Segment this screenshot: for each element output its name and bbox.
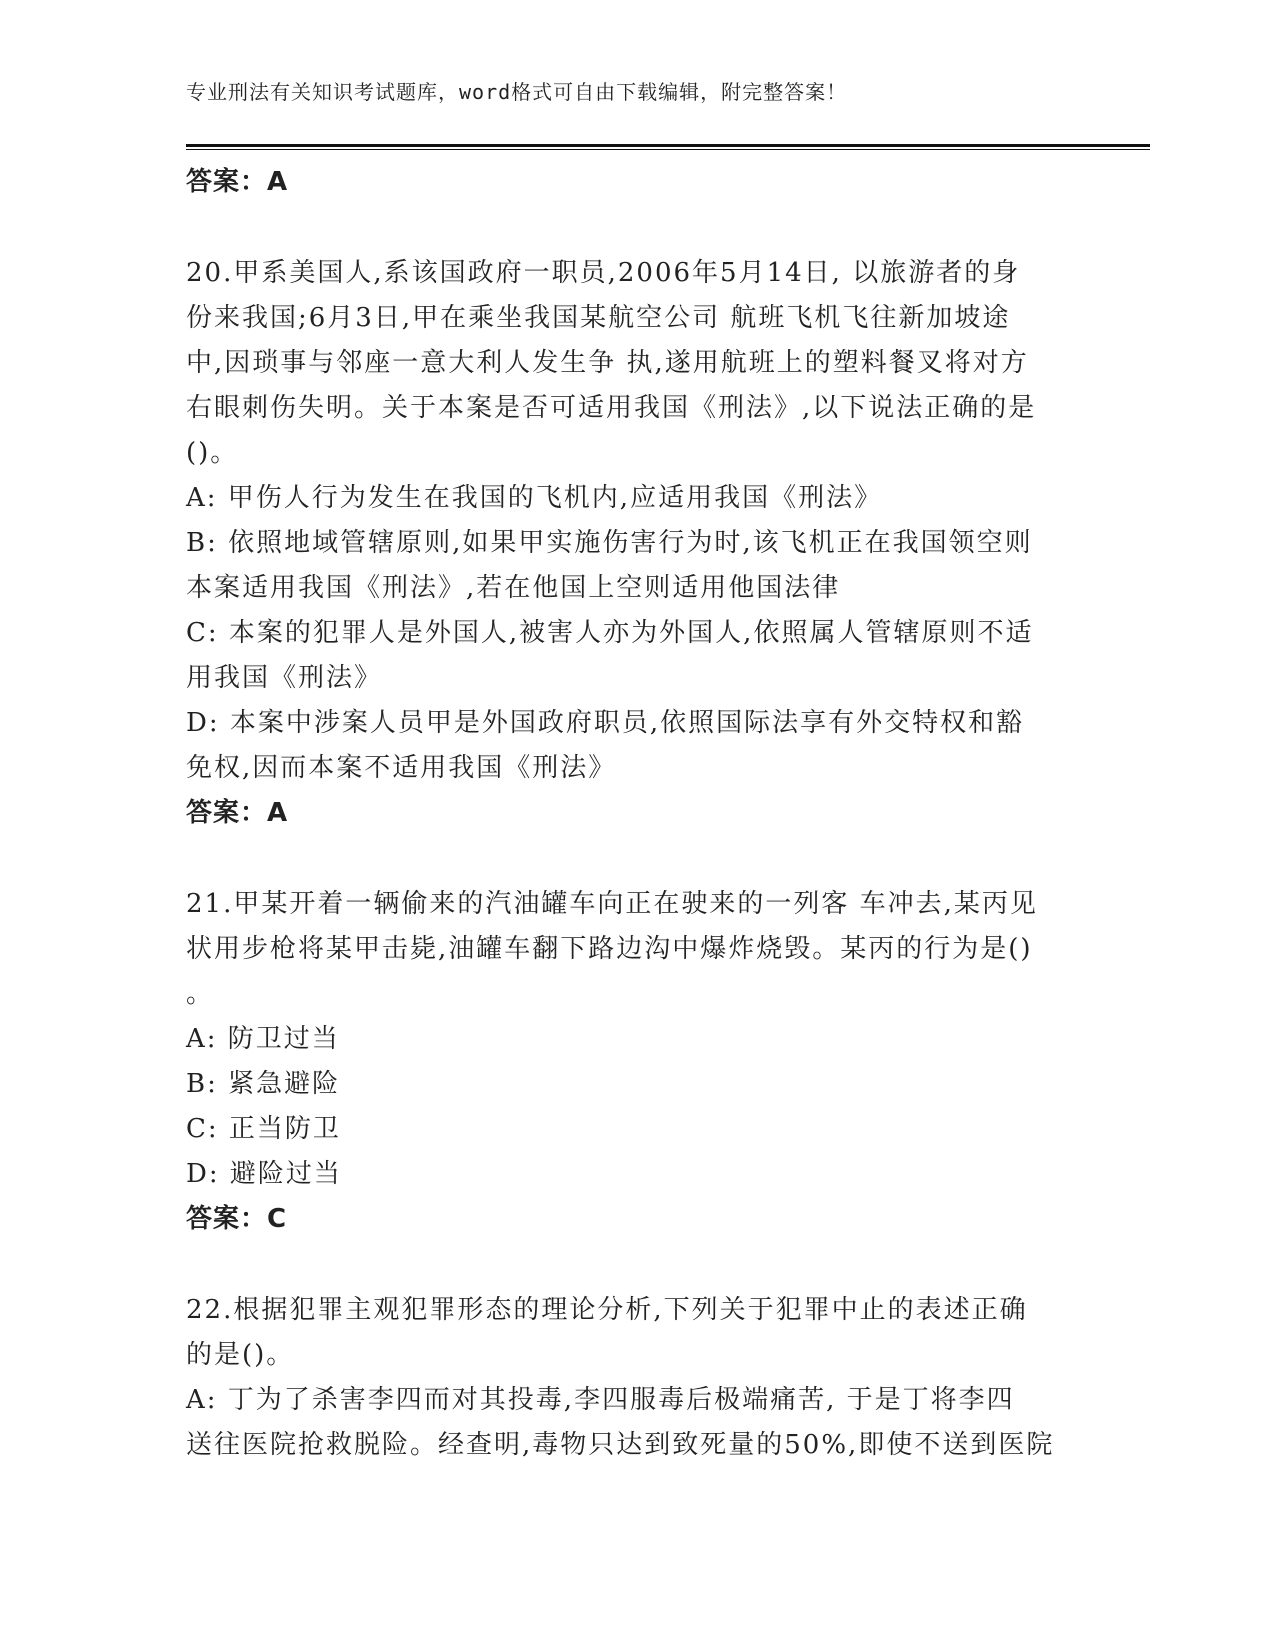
question-20-line-3: 中,因琐事与邻座一意大利人发生争 执,遂用航班上的塑料餐叉将对方: [186, 348, 1029, 378]
question-21-line-1: 21.甲某开着一辆偷来的汽油罐车向正在驶来的一列客 车冲去,某丙见: [186, 889, 1038, 919]
question-21-option-c: C: 正当防卫: [186, 1114, 341, 1144]
spacer: [186, 836, 1086, 882]
question-20: [186, 251, 1086, 836]
question-21-option-d: D: 避险过当: [186, 1159, 342, 1189]
spacer: [186, 1242, 1086, 1288]
answer-21: 答案：C: [186, 1204, 288, 1234]
question-20-option-c-line-2: 用我国《刑法》: [186, 663, 383, 693]
question-20-line-5: ()。: [186, 438, 239, 468]
header-rule-thick: [186, 144, 1150, 147]
exam-content: [186, 160, 1086, 1468]
question-22: [186, 1288, 1086, 1468]
question-20-line-4: 右眼刺伤失明。关于本案是否可适用我国《刑法》,以下说法正确的是: [186, 393, 1037, 423]
page-header: 专业刑法有关知识考试题库，word格式可自由下载编辑，附完整答案！: [186, 80, 848, 104]
question-20-line-1: 20.甲系美国人,系该国政府一职员,2006年5月14日, 以旅游者的身: [186, 258, 1021, 288]
question-21: [186, 882, 1086, 1242]
answer-19: 答案：A: [186, 167, 289, 197]
answer-20: 答案：A: [186, 798, 289, 828]
question-21-option-b: B: 紧急避险: [186, 1069, 341, 1099]
question-20-option-a: A: 甲伤人行为发生在我国的飞机内,应适用我国《刑法》: [186, 483, 883, 513]
question-20-option-b-line-2: 本案适用我国《刑法》,若在他国上空则适用他国法律: [186, 573, 841, 603]
question-20-line-2: 份来我国;6月3日,甲在乘坐我国某航空公司 航班飞机飞往新加坡途: [186, 303, 1011, 333]
question-20-option-c-line-1: C: 本案的犯罪人是外国人,被害人亦为外国人,依照属人管辖原则不适: [186, 618, 1034, 648]
question-22-line-2: 的是()。: [186, 1340, 295, 1370]
question-21-option-a: A: 防卫过当: [186, 1024, 340, 1054]
question-22-line-1: 22.根据犯罪主观犯罪形态的理论分析,下列关于犯罪中止的表述正确: [186, 1295, 1028, 1325]
question-21-line-2: 状用步枪将某甲击毙,油罐车翻下路边沟中爆炸烧毁。某丙的行为是(): [186, 934, 1033, 964]
question-20-option-d-line-2: 免权,因而本案不适用我国《刑法》: [186, 753, 617, 783]
question-21-line-3: 。: [186, 979, 215, 1009]
header-rule-thin: [186, 149, 1150, 150]
question-22-option-a-line-2: 送往医院抢救脱险。经查明,毒物只达到致死量的50%,即使不送到医院: [186, 1430, 1055, 1460]
question-22-option-a-line-1: A: 丁为了杀害李四而对其投毒,李四服毒后极端痛苦, 于是丁将李四: [186, 1385, 1015, 1415]
question-20-option-d-line-1: D: 本案中涉案人员甲是外国政府职员,依照国际法享有外交特权和豁: [186, 708, 1025, 738]
question-20-option-b-line-1: B: 依照地域管辖原则,如果甲实施伤害行为时,该飞机正在我国领空则: [186, 528, 1033, 558]
spacer: [186, 205, 1086, 251]
